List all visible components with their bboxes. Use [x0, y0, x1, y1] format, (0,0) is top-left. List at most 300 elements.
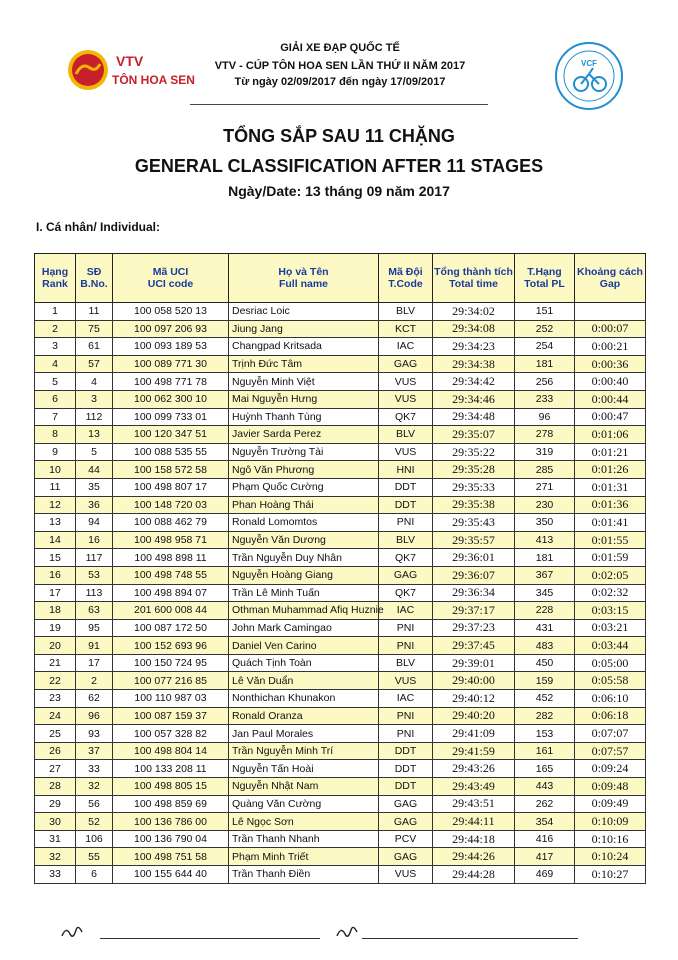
cell-name: Trần Thanh Điền — [229, 866, 379, 884]
table-row — [35, 707, 646, 725]
cell-bib: 61 — [76, 338, 113, 356]
cell-time: 29:35:38 — [433, 496, 515, 514]
cell-time: 29:34:23 — [433, 338, 515, 356]
cell-rank: 9 — [35, 443, 76, 461]
cell-gap: 0:01:59 — [575, 549, 646, 567]
cell-bib: 96 — [76, 707, 113, 725]
cell-bib: 56 — [76, 795, 113, 813]
cell-name: Jan Paul Morales — [229, 725, 379, 743]
cell-time: 29:43:51 — [433, 795, 515, 813]
cell-bib: 106 — [76, 830, 113, 848]
cell-gap: 0:09:49 — [575, 795, 646, 813]
cell-bib: 11 — [76, 303, 113, 321]
cell-team: VUS — [379, 672, 433, 690]
cell-time: 29:36:01 — [433, 549, 515, 567]
cell-gap: 0:01:06 — [575, 426, 646, 444]
cell-name: Quàng Văn Cường — [229, 795, 379, 813]
cell-team: PCV — [379, 830, 433, 848]
table-row — [35, 866, 646, 884]
cell-time: 29:44:28 — [433, 866, 515, 884]
cell-gap: 0:10:16 — [575, 830, 646, 848]
cell-name: Nguyễn Minh Việt — [229, 373, 379, 391]
cell-bib: 52 — [76, 813, 113, 831]
cell-time: 29:36:34 — [433, 584, 515, 602]
cell-gap — [575, 303, 646, 321]
cell-team: VUS — [379, 390, 433, 408]
cell-bib: 91 — [76, 637, 113, 655]
cell-gap: 0:03:21 — [575, 619, 646, 637]
event-title: GIẢI XE ĐẠP QUỐC TẾ — [280, 42, 400, 54]
cell-uci: 100 498 894 07 — [113, 584, 229, 602]
cell-name: Nguyễn Tấn Hoài — [229, 760, 379, 778]
cell-uci: 100 099 733 01 — [113, 408, 229, 426]
footer — [0, 912, 678, 942]
cell-name: Ronald Lomomtos — [229, 514, 379, 532]
table-row — [35, 566, 646, 584]
cell-name: Ngô Văn Phương — [229, 461, 379, 479]
cell-rank: 4 — [35, 355, 76, 373]
cell-team: DDT — [379, 778, 433, 796]
cell-name: Othman Muhammad Afiq Huznie — [229, 602, 379, 620]
cell-rank: 13 — [35, 514, 76, 532]
cell-time: 29:41:09 — [433, 725, 515, 743]
section-heading: I. Cá nhân/ Individual: — [36, 220, 161, 234]
cell-time: 29:35:28 — [433, 461, 515, 479]
cell-time: 29:40:00 — [433, 672, 515, 690]
organizer-logo — [64, 40, 195, 100]
cell-gap: 0:10:09 — [575, 813, 646, 831]
cell-uci: 100 498 898 11 — [113, 549, 229, 567]
cell-pl: 96 — [515, 408, 575, 426]
cell-gap: 0:01:21 — [575, 443, 646, 461]
cell-team: PNI — [379, 619, 433, 637]
cell-pl: 282 — [515, 707, 575, 725]
cell-uci: 100 498 807 17 — [113, 478, 229, 496]
cell-time: 29:35:22 — [433, 443, 515, 461]
cell-rank: 33 — [35, 866, 76, 884]
cell-rank: 7 — [35, 408, 76, 426]
vcf-text: VCF — [581, 59, 597, 68]
cell-team: PNI — [379, 725, 433, 743]
cell-team: GAG — [379, 355, 433, 373]
cell-bib: 95 — [76, 619, 113, 637]
cell-rank: 12 — [35, 496, 76, 514]
cell-time: 29:37:23 — [433, 619, 515, 637]
cell-uci: 100 088 535 55 — [113, 443, 229, 461]
table-row — [35, 303, 646, 321]
cell-gap: 0:02:05 — [575, 566, 646, 584]
classification-table — [34, 253, 646, 884]
cell-uci: 100 062 300 10 — [113, 390, 229, 408]
cell-time: 29:34:02 — [433, 303, 515, 321]
cell-pl: 450 — [515, 654, 575, 672]
cell-bib: 75 — [76, 320, 113, 338]
cell-pl: 256 — [515, 373, 575, 391]
cell-pl: 285 — [515, 461, 575, 479]
table-row — [35, 443, 646, 461]
cell-team: VUS — [379, 443, 433, 461]
cell-bib: 5 — [76, 443, 113, 461]
cell-bib: 4 — [76, 373, 113, 391]
cell-time: 29:44:11 — [433, 813, 515, 831]
cell-rank: 6 — [35, 390, 76, 408]
cell-bib: 33 — [76, 760, 113, 778]
cell-name: Javier Sarda Perez — [229, 426, 379, 444]
table-row — [35, 584, 646, 602]
table-row — [35, 373, 646, 391]
cell-time: 29:35:33 — [433, 478, 515, 496]
cell-team: IAC — [379, 602, 433, 620]
cell-team: VUS — [379, 373, 433, 391]
cell-team: DDT — [379, 742, 433, 760]
cell-team: BLV — [379, 531, 433, 549]
col-gap: Khoảng cách Gap — [575, 254, 646, 303]
cell-uci: 100 498 805 15 — [113, 778, 229, 796]
cell-team: HNI — [379, 461, 433, 479]
cell-team: BLV — [379, 654, 433, 672]
cell-team: DDT — [379, 478, 433, 496]
cell-pl: 417 — [515, 848, 575, 866]
cell-rank: 29 — [35, 795, 76, 813]
cell-name: Desriac Loic — [229, 303, 379, 321]
cell-uci: 100 158 572 58 — [113, 461, 229, 479]
cell-team: GAG — [379, 813, 433, 831]
cell-rank: 31 — [35, 830, 76, 848]
cell-name: Lê Ngọc Sơn — [229, 813, 379, 831]
cell-bib: 37 — [76, 742, 113, 760]
cell-rank: 5 — [35, 373, 76, 391]
cell-name: Nguyễn Trường Tài — [229, 443, 379, 461]
cell-time: 29:43:26 — [433, 760, 515, 778]
table-row — [35, 478, 646, 496]
cell-time: 29:43:49 — [433, 778, 515, 796]
table-row — [35, 390, 646, 408]
cell-time: 29:37:45 — [433, 637, 515, 655]
cell-uci: 100 148 720 03 — [113, 496, 229, 514]
cell-name: Trần Nguyễn Duy Nhân — [229, 549, 379, 567]
cell-pl: 165 — [515, 760, 575, 778]
cell-uci: 100 110 987 03 — [113, 690, 229, 708]
logo-sub-text: TÔN HOA SEN — [112, 73, 195, 87]
cell-uci: 100 088 462 79 — [113, 514, 229, 532]
cell-time: 29:35:57 — [433, 531, 515, 549]
cell-pl: 443 — [515, 778, 575, 796]
cell-team: GAG — [379, 848, 433, 866]
cell-uci: 100 498 804 14 — [113, 742, 229, 760]
cell-team: QK7 — [379, 549, 433, 567]
cell-bib: 36 — [76, 496, 113, 514]
table-row — [35, 602, 646, 620]
cell-rank: 19 — [35, 619, 76, 637]
cell-pl: 254 — [515, 338, 575, 356]
logo-vtv-text: VTV — [116, 53, 144, 69]
cell-gap: 0:03:15 — [575, 602, 646, 620]
col-total-time: Tổng thành tích Total time — [433, 254, 515, 303]
cell-uci: 100 136 786 00 — [113, 813, 229, 831]
cell-pl: 228 — [515, 602, 575, 620]
cell-uci: 100 155 644 40 — [113, 866, 229, 884]
cell-team: BLV — [379, 426, 433, 444]
table-row — [35, 408, 646, 426]
cell-name: Nguyễn Văn Dương — [229, 531, 379, 549]
cell-team: QK7 — [379, 408, 433, 426]
cell-pl: 452 — [515, 690, 575, 708]
cell-rank: 23 — [35, 690, 76, 708]
cell-time: 29:41:59 — [433, 742, 515, 760]
cell-uci: 100 498 958 71 — [113, 531, 229, 549]
cell-pl: 354 — [515, 813, 575, 831]
cell-uci: 100 097 206 93 — [113, 320, 229, 338]
col-team: Mã Đội T.Code — [379, 254, 433, 303]
cell-time: 29:37:17 — [433, 602, 515, 620]
cell-bib: 117 — [76, 549, 113, 567]
table-row — [35, 426, 646, 444]
cell-pl: 159 — [515, 672, 575, 690]
cell-gap: 0:10:24 — [575, 848, 646, 866]
cell-name: Ronald Oranza — [229, 707, 379, 725]
cell-rank: 20 — [35, 637, 76, 655]
cell-uci: 100 058 520 13 — [113, 303, 229, 321]
col-name: Họ và Tên Full name — [229, 254, 379, 303]
signature-line — [362, 938, 578, 939]
cell-team: IAC — [379, 690, 433, 708]
cell-bib: 57 — [76, 355, 113, 373]
cell-gap: 0:00:47 — [575, 408, 646, 426]
cell-pl: 278 — [515, 426, 575, 444]
cell-bib: 112 — [76, 408, 113, 426]
table-row — [35, 742, 646, 760]
cell-uci: 100 498 748 55 — [113, 566, 229, 584]
cell-gap: 0:00:07 — [575, 320, 646, 338]
table-row — [35, 848, 646, 866]
cell-rank: 26 — [35, 742, 76, 760]
cell-gap: 0:05:00 — [575, 654, 646, 672]
cell-uci: 100 087 159 37 — [113, 707, 229, 725]
cell-uci: 100 057 328 82 — [113, 725, 229, 743]
cell-team: KCT — [379, 320, 433, 338]
cell-pl: 431 — [515, 619, 575, 637]
cell-uci: 100 133 208 11 — [113, 760, 229, 778]
table-row — [35, 619, 646, 637]
cell-rank: 30 — [35, 813, 76, 831]
event-subtitle: VTV - CÚP TÔN HOA SEN LẦN THỨ II NĂM 2017 — [214, 60, 466, 72]
cell-gap: 0:01:36 — [575, 496, 646, 514]
cell-uci: 100 136 790 04 — [113, 830, 229, 848]
cell-time: 29:40:12 — [433, 690, 515, 708]
cell-name: Phan Hoàng Thái — [229, 496, 379, 514]
cell-gap: 0:07:57 — [575, 742, 646, 760]
cell-team: BLV — [379, 303, 433, 321]
cell-pl: 181 — [515, 355, 575, 373]
cell-bib: 13 — [76, 426, 113, 444]
cell-uci: 100 093 189 53 — [113, 338, 229, 356]
cell-bib: 17 — [76, 654, 113, 672]
cell-time: 29:40:20 — [433, 707, 515, 725]
cell-name: Huỳnh Thanh Tùng — [229, 408, 379, 426]
table-row — [35, 355, 646, 373]
cell-bib: 44 — [76, 461, 113, 479]
cell-bib: 35 — [76, 478, 113, 496]
cell-name: John Mark Camingao — [229, 619, 379, 637]
table-row — [35, 690, 646, 708]
cell-pl: 413 — [515, 531, 575, 549]
federation-logo — [553, 40, 625, 112]
cell-gap: 0:01:41 — [575, 514, 646, 532]
cell-gap: 0:01:26 — [575, 461, 646, 479]
cell-uci: 100 498 751 58 — [113, 848, 229, 866]
cell-time: 29:39:01 — [433, 654, 515, 672]
cell-rank: 22 — [35, 672, 76, 690]
cell-time: 29:35:43 — [433, 514, 515, 532]
cell-rank: 17 — [35, 584, 76, 602]
cell-pl: 230 — [515, 496, 575, 514]
col-rank: Hạng Rank — [35, 254, 76, 303]
cell-bib: 94 — [76, 514, 113, 532]
cell-time: 29:44:26 — [433, 848, 515, 866]
cell-pl: 469 — [515, 866, 575, 884]
cell-gap: 0:05:58 — [575, 672, 646, 690]
cell-pl: 151 — [515, 303, 575, 321]
cell-rank: 8 — [35, 426, 76, 444]
cell-bib: 55 — [76, 848, 113, 866]
cell-uci: 100 077 216 85 — [113, 672, 229, 690]
cell-gap: 0:06:18 — [575, 707, 646, 725]
table-row — [35, 672, 646, 690]
cell-uci: 201 600 008 44 — [113, 602, 229, 620]
cell-bib: 16 — [76, 531, 113, 549]
cell-uci: 100 120 347 51 — [113, 426, 229, 444]
cell-time: 29:34:38 — [433, 355, 515, 373]
header-divider — [190, 104, 488, 105]
col-bib: SĐ B.No. — [76, 254, 113, 303]
cell-time: 29:34:08 — [433, 320, 515, 338]
cell-uci: 100 152 693 96 — [113, 637, 229, 655]
cell-pl: 153 — [515, 725, 575, 743]
cell-uci: 100 089 771 30 — [113, 355, 229, 373]
cell-gap: 0:00:36 — [575, 355, 646, 373]
cell-team: PNI — [379, 514, 433, 532]
cell-bib: 62 — [76, 690, 113, 708]
cell-name: Trần Nguyễn Minh Trí — [229, 742, 379, 760]
cell-bib: 53 — [76, 566, 113, 584]
cell-rank: 24 — [35, 707, 76, 725]
cell-name: Trần Lê Minh Tuấn — [229, 584, 379, 602]
cell-team: DDT — [379, 496, 433, 514]
cell-team: QK7 — [379, 584, 433, 602]
table-row — [35, 549, 646, 567]
table-row — [35, 654, 646, 672]
cell-gap: 0:10:27 — [575, 866, 646, 884]
cell-name: Phạm Quốc Cường — [229, 478, 379, 496]
cell-time: 29:34:42 — [433, 373, 515, 391]
col-uci: Mã UCI UCI code — [113, 254, 229, 303]
cell-gap: 0:01:31 — [575, 478, 646, 496]
cell-rank: 18 — [35, 602, 76, 620]
cell-team: PNI — [379, 637, 433, 655]
cell-team: PNI — [379, 707, 433, 725]
cell-pl: 252 — [515, 320, 575, 338]
cell-gap: 0:07:07 — [575, 725, 646, 743]
cell-rank: 11 — [35, 478, 76, 496]
cell-bib: 63 — [76, 602, 113, 620]
table-row — [35, 338, 646, 356]
cell-pl: 367 — [515, 566, 575, 584]
cell-gap: 0:06:10 — [575, 690, 646, 708]
cell-rank: 25 — [35, 725, 76, 743]
cell-rank: 28 — [35, 778, 76, 796]
cell-pl: 416 — [515, 830, 575, 848]
cell-gap: 0:03:44 — [575, 637, 646, 655]
cell-uci: 100 498 859 69 — [113, 795, 229, 813]
classification-date: Ngày/Date: 13 tháng 09 năm 2017 — [228, 183, 450, 199]
cell-name: Trịnh Đức Tâm — [229, 355, 379, 373]
cell-name: Jiung Jang — [229, 320, 379, 338]
table-row — [35, 496, 646, 514]
signature-line — [100, 938, 320, 939]
cell-pl: 161 — [515, 742, 575, 760]
cell-bib: 6 — [76, 866, 113, 884]
signature-mark-icon — [335, 922, 359, 942]
cell-time: 29:34:48 — [433, 408, 515, 426]
cell-team: DDT — [379, 760, 433, 778]
table-row — [35, 813, 646, 831]
table-row — [35, 760, 646, 778]
cell-bib: 3 — [76, 390, 113, 408]
cell-name: Changpad Kritsada — [229, 338, 379, 356]
cell-pl: 345 — [515, 584, 575, 602]
page-title-vi: TỔNG SẮP SAU 11 CHẶNG — [223, 126, 455, 146]
event-dates: Từ ngày 02/09/2017 đến ngày 17/09/2017 — [234, 76, 446, 88]
cell-team: IAC — [379, 338, 433, 356]
cell-uci: 100 498 771 78 — [113, 373, 229, 391]
cell-time: 29:34:46 — [433, 390, 515, 408]
cell-time: 29:35:07 — [433, 426, 515, 444]
cell-pl: 271 — [515, 478, 575, 496]
table-row — [35, 514, 646, 532]
cell-pl: 483 — [515, 637, 575, 655]
table-row — [35, 725, 646, 743]
cell-name: Daniel Ven Carino — [229, 637, 379, 655]
cell-rank: 10 — [35, 461, 76, 479]
table-row — [35, 531, 646, 549]
cell-pl: 181 — [515, 549, 575, 567]
cell-rank: 2 — [35, 320, 76, 338]
cell-rank: 32 — [35, 848, 76, 866]
cell-name: Nguyễn Hoàng Giang — [229, 566, 379, 584]
cell-name: Lê Văn Duẩn — [229, 672, 379, 690]
cell-name: Trần Thanh Nhanh — [229, 830, 379, 848]
cell-gap: 0:09:24 — [575, 760, 646, 778]
cell-rank: 14 — [35, 531, 76, 549]
table-row — [35, 830, 646, 848]
table-row — [35, 795, 646, 813]
cell-rank: 3 — [35, 338, 76, 356]
cell-gap: 0:00:40 — [575, 373, 646, 391]
cell-rank: 16 — [35, 566, 76, 584]
cell-time: 29:36:07 — [433, 566, 515, 584]
cell-gap: 0:09:48 — [575, 778, 646, 796]
table-row — [35, 461, 646, 479]
cell-rank: 27 — [35, 760, 76, 778]
table-row — [35, 320, 646, 338]
cell-gap: 0:00:21 — [575, 338, 646, 356]
cell-team: VUS — [379, 866, 433, 884]
signature-mark-icon — [60, 922, 84, 942]
cell-gap: 0:02:32 — [575, 584, 646, 602]
cell-pl: 350 — [515, 514, 575, 532]
cell-name: Nonthichan Khunakon — [229, 690, 379, 708]
cell-uci: 100 087 172 50 — [113, 619, 229, 637]
